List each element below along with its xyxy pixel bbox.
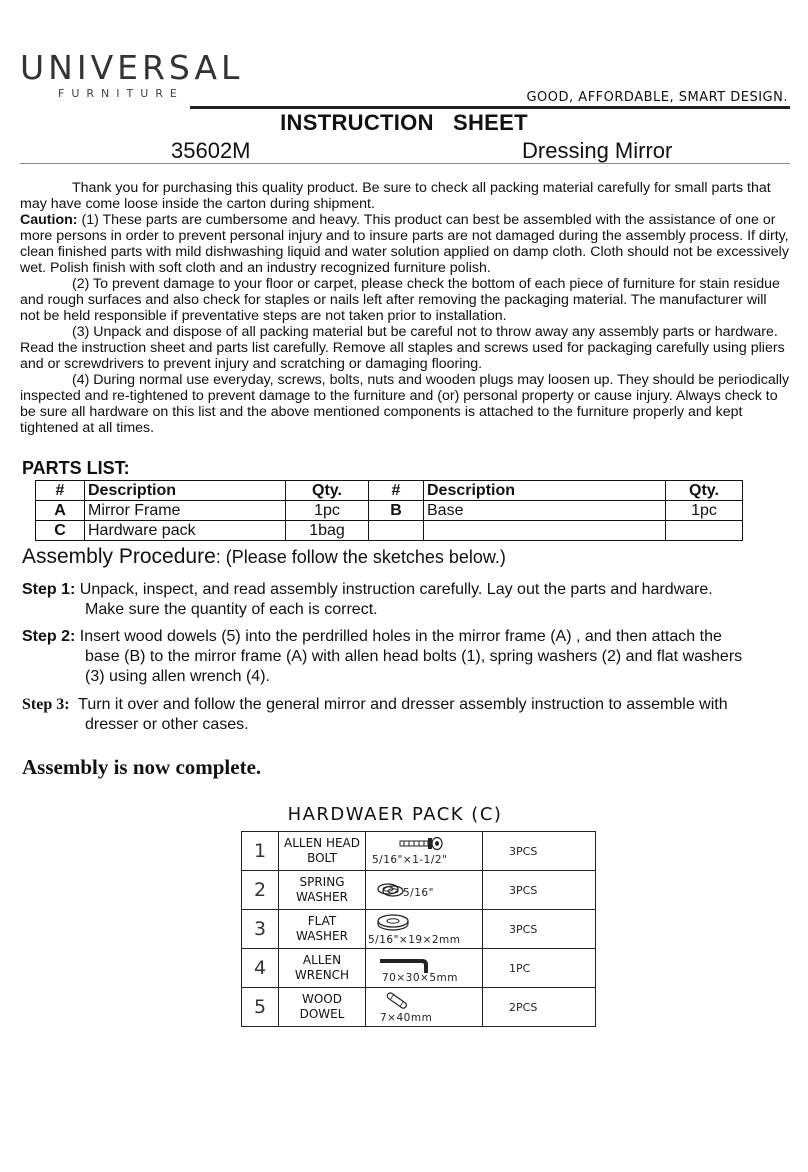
step-text: Insert wood dowels (5) into the perdrilled holes in the mirror frame (A) , and then attach the (75, 628, 722, 645)
table-row (36, 521, 743, 541)
hardware-spec-text: 7×40mm (380, 1012, 433, 1024)
hardware-qty: 3PCS (483, 910, 596, 949)
hardware-num: 2 (242, 871, 279, 910)
product-name: Dressing Mirror (522, 138, 673, 163)
hardware-num: 3 (242, 910, 279, 949)
hardware-num: 5 (242, 988, 279, 1027)
part-id: A (36, 501, 85, 521)
hardware-spec-text: 70×30×5mm (382, 972, 458, 984)
header-qty: Qty. (286, 481, 369, 501)
hardware-name (279, 871, 366, 910)
part-qty: 1pc (666, 501, 743, 521)
step-label: Step 1: (22, 581, 76, 598)
step-text: (3) using allen wrench (4). (85, 668, 270, 685)
header-num: # (369, 481, 424, 501)
hardware-name-line: WASHER (296, 890, 348, 904)
step-label: Step 2: (22, 628, 76, 645)
parts-table (35, 480, 743, 541)
header-description: Description (85, 481, 286, 501)
step-text: Turn it over and follow the general mirror and dresser assembly instruction to assemble with (69, 696, 728, 713)
hardware-name-line: WRENCH (294, 968, 350, 982)
part-id: C (36, 521, 85, 541)
hardware-qty: 3PCS (483, 832, 596, 871)
part-description: Mirror Frame (85, 501, 286, 521)
page-title: INSTRUCTION SHEET (280, 110, 528, 135)
hardware-spec (366, 988, 483, 1027)
hardware-qty: 1PC (483, 949, 596, 988)
brand-logo: UNIVERSAL (20, 48, 244, 87)
hardware-spec (366, 832, 483, 871)
intro-section (20, 180, 790, 436)
assembly-title: Assembly Procedure (22, 545, 216, 568)
step-text: dresser or other cases. (85, 716, 249, 733)
caution-item-4: (4) During normal use everyday, screws, bolts, nuts and wooden plugs may loosen up. They should be periodically inspected and re-tightened to prevent damage to the furniture and (or) personal property or cause injury. Always check to be sure all hardware on this list and the above mentioned components is attached to the furniture properly and kept tightened at all times. (20, 372, 790, 436)
hardware-spec-text: 5/16"×19×2mm (368, 934, 461, 946)
assembly-heading (22, 545, 506, 569)
hardware-name (279, 988, 366, 1027)
step-text: Make sure the quantity of each is correct. (85, 601, 378, 618)
header-divider (190, 106, 790, 109)
hardware-name-line: ALLEN (302, 953, 342, 967)
hardware-name (279, 949, 366, 988)
hardware-pack-title: HARDWAER PACK (C) (287, 804, 503, 825)
header-description: Description (424, 481, 666, 501)
hardware-spec-text: 5/16" (403, 887, 434, 899)
hardware-name (279, 910, 366, 949)
hardware-name-line: FLAT (307, 914, 337, 928)
hardware-spec-text: 5/16"×1-1/2" (372, 854, 448, 866)
assembly-subtitle: : (Please follow the sketches below.) (215, 547, 506, 567)
part-description: Hardware pack (85, 521, 286, 541)
table-row (242, 949, 596, 988)
step-3 (22, 695, 792, 735)
part-qty: 1bag (286, 521, 369, 541)
hardware-name-line: WOOD (302, 992, 342, 1006)
hardware-name-line: ALLEN HEAD (283, 836, 360, 850)
table-row (242, 910, 596, 949)
title-divider (20, 163, 790, 164)
part-description: Base (424, 501, 666, 521)
hardware-name-line: SPRING (299, 875, 345, 889)
hardware-table (241, 831, 596, 1027)
hardware-spec (366, 949, 483, 988)
brand-subtitle: FURNITURE (58, 87, 184, 100)
part-id: B (369, 501, 424, 521)
assembly-complete: Assembly is now complete. (22, 755, 262, 779)
step-text: Unpack, inspect, and read assembly instruction carefully. Lay out the parts and hardware. (75, 581, 713, 598)
intro-paragraph: Thank you for purchasing this quality product. Be sure to check all packing material carefully for small parts that may have come loose inside the carton during shipment. (20, 180, 771, 212)
table-row (242, 832, 596, 871)
hardware-spec (366, 910, 483, 949)
parts-list-heading: PARTS LIST: (22, 458, 130, 478)
hardware-spec (366, 871, 483, 910)
part-qty (666, 521, 743, 541)
model-number: 35602M (171, 138, 251, 163)
caution-item-2: (2) To prevent damage to your floor or carpet, please check the bottom of each piece of furniture for stain residue and rough surfaces and also check for staples or nails left after removing the packaging material. The manufacturer will not be held responsible if preventative steps are not taken prior to installation. (20, 276, 780, 324)
header-qty: Qty. (666, 481, 743, 501)
step-2 (22, 627, 792, 687)
step-label: Step 3: (22, 696, 70, 713)
hardware-num: 1 (242, 832, 279, 871)
step-1 (22, 580, 792, 620)
table-row (242, 871, 596, 910)
hardware-qty: 3PCS (483, 871, 596, 910)
part-qty: 1pc (286, 501, 369, 521)
hardware-num: 4 (242, 949, 279, 988)
step-text: base (B) to the mirror frame (A) with allen head bolts (1), spring washers (2) and flat washers (85, 648, 743, 665)
table-row (242, 988, 596, 1027)
hardware-name-line: BOLT (307, 851, 337, 865)
caution-text: (1) These parts are cumbersome and heavy. This product can best be assembled with the assistance of one or more persons in order to prevent personal injury and to insure parts are not damaged during the assembly process. If dirty, clean finished parts with mild dishwashing liquid and water solution applied on damp cloth. Cloth should not be excessively wet. Polish finish with soft cloth and an industry recognized furniture polish. (20, 212, 789, 276)
part-description (424, 521, 666, 541)
caution-paragraph (20, 212, 790, 276)
hardware-name (279, 832, 366, 871)
hardware-name-line: DOWEL (299, 1007, 345, 1021)
header-num: # (36, 481, 85, 501)
parts-table-header (36, 481, 743, 501)
caution-label: Caution: (20, 212, 78, 228)
hardware-name-line: WASHER (296, 929, 348, 943)
tagline: GOOD, AFFORDABLE, SMART DESIGN. (526, 90, 788, 105)
part-id (369, 521, 424, 541)
table-row (36, 501, 743, 521)
hardware-qty: 2PCS (483, 988, 596, 1027)
caution-item-3: (3) Unpack and dispose of all packing material but be careful not to throw away any assembly parts or hardware. Read the instruction sheet and parts list carefully. Remove all staples and screws used for packaging carefully using pliers and or screwdrivers to prevent injury and scratching or damaging flooring. (20, 324, 785, 372)
